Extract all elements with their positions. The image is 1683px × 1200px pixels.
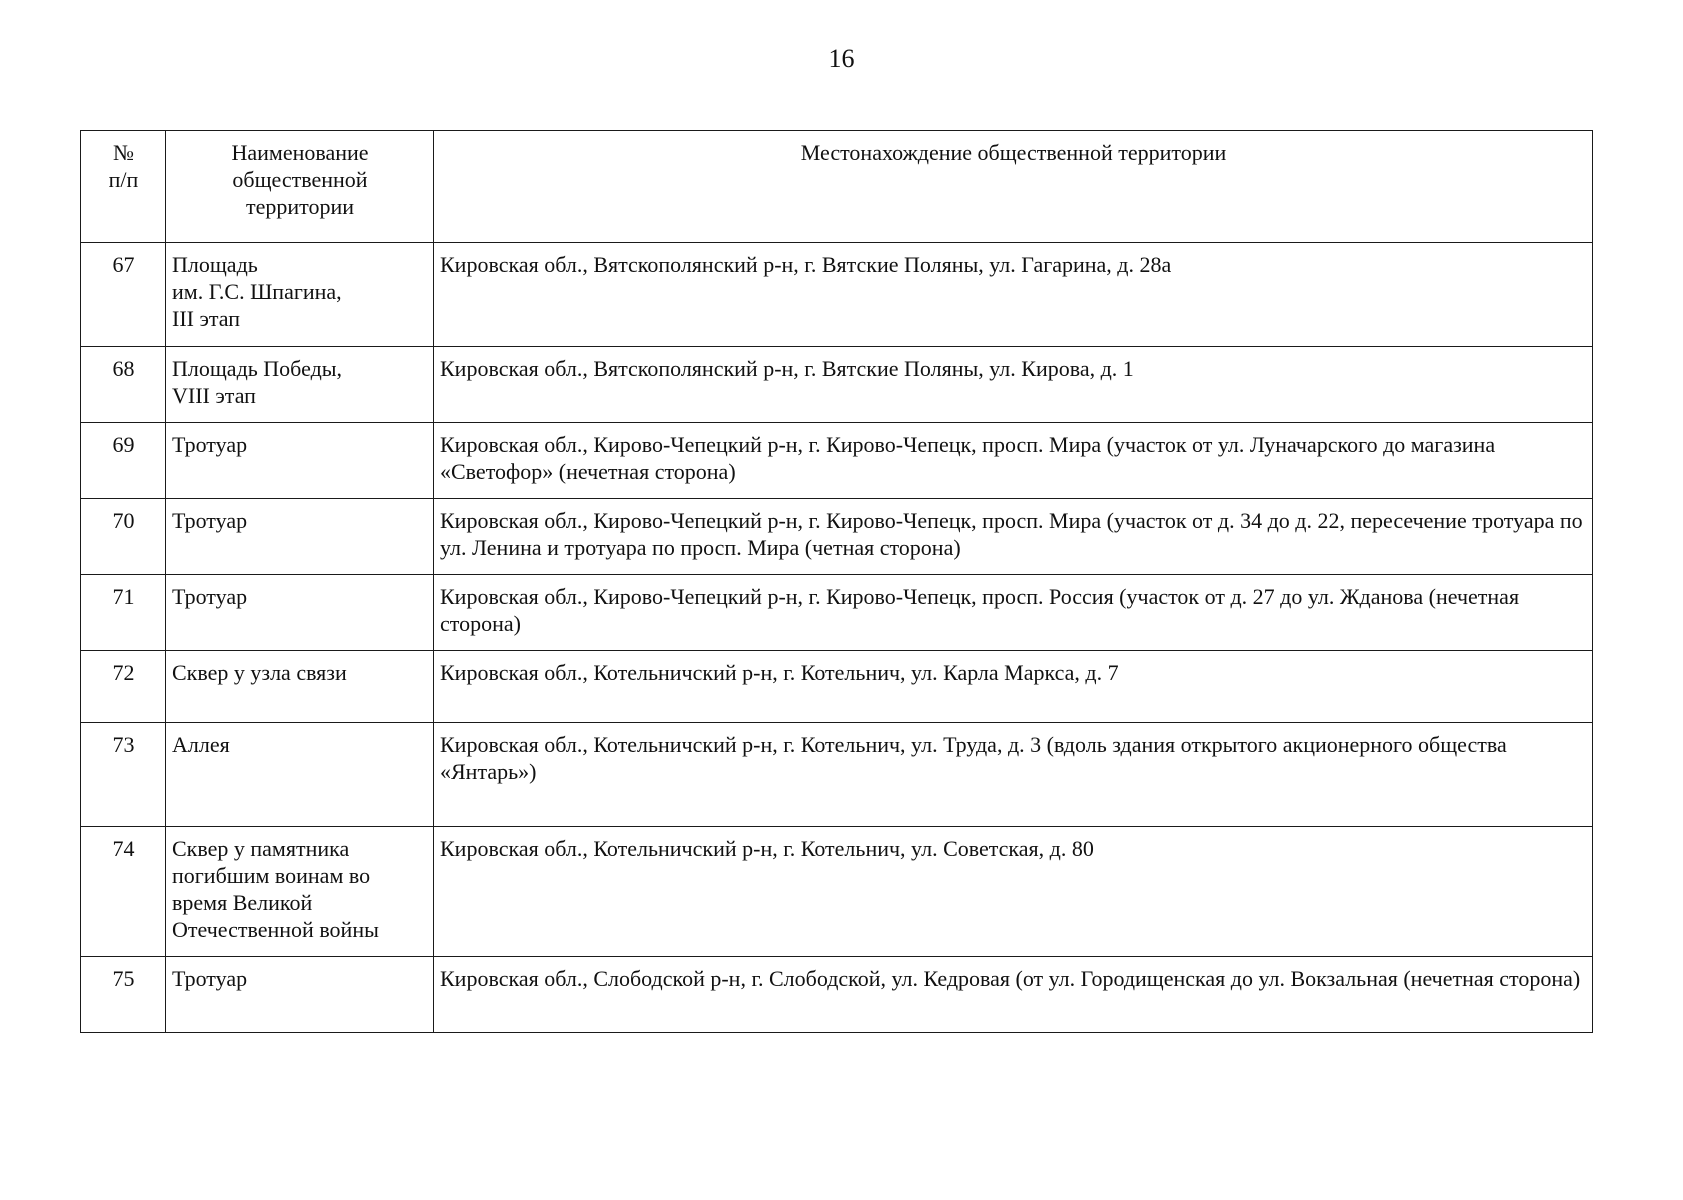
territory-name [166, 499, 434, 575]
row-number: 67 [81, 243, 166, 347]
row-number: 73 [81, 723, 166, 827]
table-row [81, 827, 1593, 957]
territory-location: Кировская обл., Котельничский р-н, г. Котельнич, ул. Карла Маркса, д. 7 [434, 651, 1593, 723]
header-name-line: общественной [232, 167, 368, 192]
table-row [81, 575, 1593, 651]
row-number: 72 [81, 651, 166, 723]
territory-name [166, 243, 434, 347]
territory-name-line: Площадь [172, 252, 258, 277]
row-number: 69 [81, 423, 166, 499]
territory-name [166, 957, 434, 1033]
territory-name-line: Аллея [172, 732, 230, 757]
territory-name-line: им. Г.С. Шпагина, [172, 279, 342, 304]
territory-name-line: Площадь Победы, [172, 356, 343, 381]
territory-name-line: погибшим воинам во [172, 863, 371, 888]
territory-name [166, 723, 434, 827]
territory-name [166, 651, 434, 723]
territory-name-line: Тротуар [172, 966, 248, 991]
territory-name-line: Сквер у узла связи [172, 660, 347, 685]
territory-name [166, 827, 434, 957]
territory-name-line: Тротуар [172, 508, 248, 533]
territory-location: Кировская обл., Кирово-Чепецкий р-н, г. Кирово-Чепецк, просп. Мира (участок от д. 34 до д. 22, пересечение тротуара по ул. Ленина и тротуара по просп. Мира (четная сторона) [434, 499, 1593, 575]
territory-location: Кировская обл., Котельничский р-н, г. Котельнич, ул. Труда, д. 3 (вдоль здания открытого акционерного общества «Янтарь») [434, 723, 1593, 827]
table-row [81, 957, 1593, 1033]
territory-name-line: Тротуар [172, 432, 248, 457]
table-header-row [81, 131, 1593, 243]
header-name-line: Наименование [231, 140, 369, 165]
header-name [166, 131, 434, 243]
row-number: 70 [81, 499, 166, 575]
territories-table [80, 130, 1593, 1033]
territory-name-line: время Великой [172, 890, 313, 915]
header-number [81, 131, 166, 243]
territory-name [166, 423, 434, 499]
header-location: Местонахождение общественной территории [434, 131, 1593, 243]
territory-location: Кировская обл., Кирово-Чепецкий р-н, г. Кирово-Чепецк, просп. Мира (участок от ул. Луначарского до магазина «Светофор» (нечетная сторона) [434, 423, 1593, 499]
territory-location: Кировская обл., Вятскополянский р-н, г. Вятские Поляны, ул. Кирова, д. 1 [434, 347, 1593, 423]
row-number: 75 [81, 957, 166, 1033]
table-row [81, 243, 1593, 347]
territory-name-line: III этап [172, 306, 241, 331]
territory-name-line: Сквер у памятника [172, 836, 350, 861]
territory-name [166, 347, 434, 423]
territory-location: Кировская обл., Кирово-Чепецкий р-н, г. Кирово-Чепецк, просп. Россия (участок от д. 27 до ул. Жданова (нечетная сторона) [434, 575, 1593, 651]
territory-location: Кировская обл., Вятскополянский р-н, г. Вятские Поляны, ул. Гагарина, д. 28а [434, 243, 1593, 347]
row-number: 74 [81, 827, 166, 957]
header-number-line: п/п [108, 167, 139, 192]
header-number-line: № [113, 140, 134, 165]
table-row [81, 651, 1593, 723]
table-row [81, 499, 1593, 575]
territory-name-line: Тротуар [172, 584, 248, 609]
row-number: 71 [81, 575, 166, 651]
territory-location: Кировская обл., Слободской р-н, г. Слободской, ул. Кедровая (от ул. Городищенская до ул. Вокзальная (нечетная сторона) [434, 957, 1593, 1033]
table-row [81, 423, 1593, 499]
territory-name-line: Отечественной войны [172, 917, 379, 942]
header-name-line: территории [245, 194, 355, 219]
table-row [81, 347, 1593, 423]
territory-location: Кировская обл., Котельничский р-н, г. Котельнич, ул. Советская, д. 80 [434, 827, 1593, 957]
territory-name [166, 575, 434, 651]
page-number: 16 [828, 44, 855, 73]
table-row [81, 723, 1593, 827]
row-number: 68 [81, 347, 166, 423]
territory-name-line: VIII этап [172, 383, 256, 408]
table-body [81, 243, 1593, 1033]
